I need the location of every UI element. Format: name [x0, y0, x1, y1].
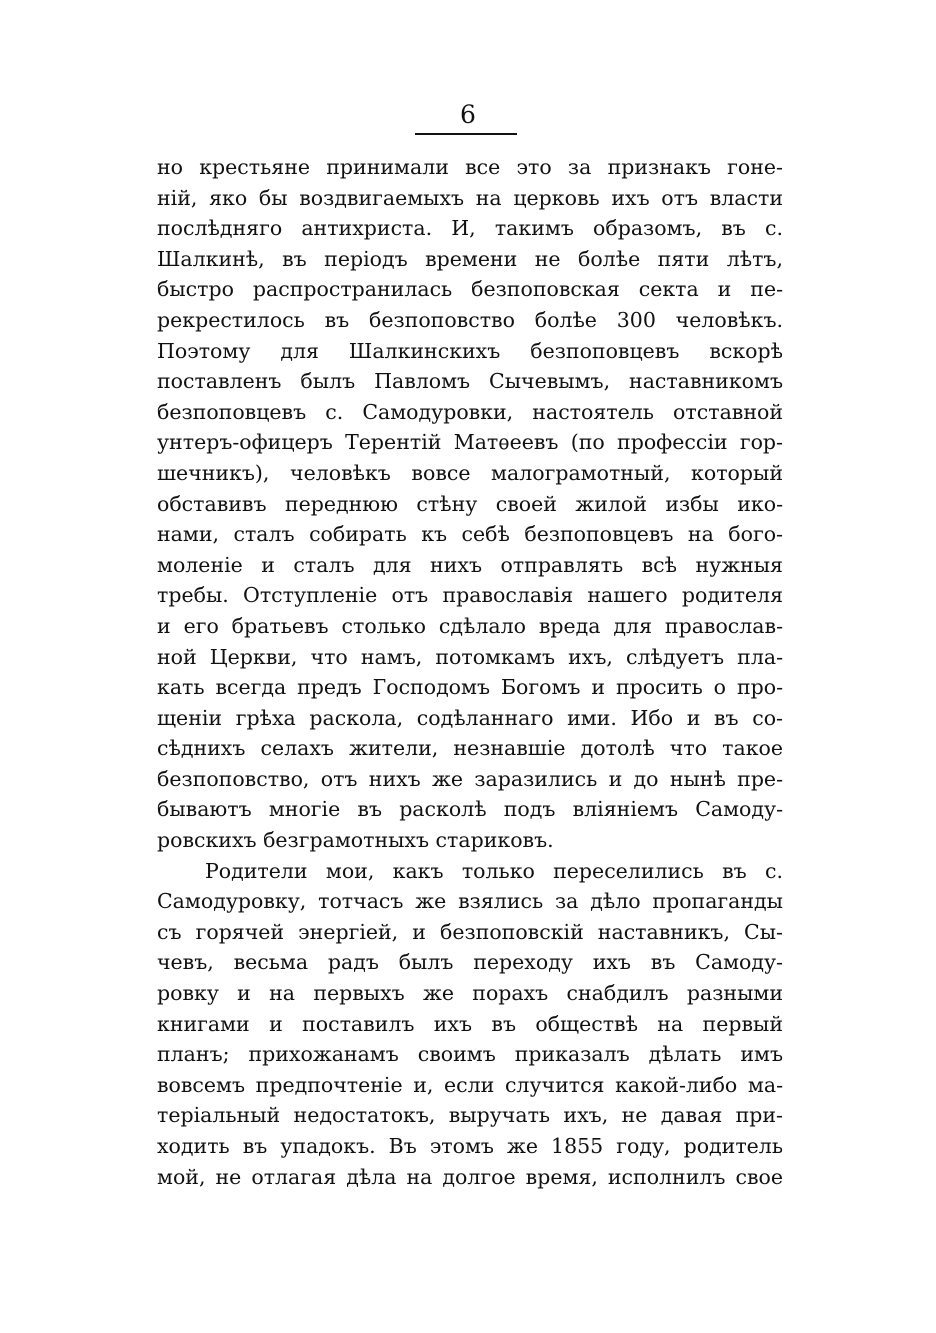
text-line: Шалкинѣ, въ періодъ времени не болѣе пяти лѣтъ,: [157, 246, 783, 271]
text-line: чевъ, весьма радъ былъ переходу ихъ въ Самоду-: [157, 950, 783, 975]
text-line: ній, яко бы воздвигаемыхъ на церковь ихъ отъ власти: [157, 185, 783, 210]
paragraph-1: [157, 152, 783, 856]
text-line: безпоповство, отъ нихъ же заразились и до нынѣ пре-: [157, 766, 783, 791]
body-text: [157, 152, 783, 1192]
text-line: ровскихъ безграмотныхъ стариковъ.: [157, 828, 554, 853]
text-line: Самодуровку, тотчасъ же взялись за дѣло пропаганды: [157, 889, 783, 914]
text-line: поставленъ былъ Павломъ Сычевымъ, наставникомъ: [157, 369, 783, 394]
text-line: ной Церкви, что намъ, потомкамъ ихъ, слѣдуетъ пла-: [157, 644, 783, 669]
text-line: сѣднихъ селахъ жители, незнавшіе дотолѣ что такое: [157, 736, 783, 761]
header-rule: [415, 133, 517, 135]
text-line: книгами и поставилъ ихъ въ обществѣ на первый: [157, 1011, 783, 1036]
text-line: безпоповцевъ с. Самодуровки, настоятель отставной: [157, 399, 783, 424]
text-line: Поэтому для Шалкинскихъ безпоповцевъ вскорѣ: [157, 338, 783, 363]
text-line: быстро распространилась безпоповская секта и пе-: [157, 277, 783, 302]
text-line: щеніи грѣха раскола, содѣланнаго ими. Ибо и въ со-: [157, 705, 783, 730]
text-line: планъ; прихожанамъ своимъ приказалъ дѣлать имъ: [157, 1042, 783, 1067]
text-line: требы. Отступленіе отъ православія нашего родителя: [157, 583, 783, 608]
text-line: шечникъ), человѣкъ вовсе малограмотный, который: [157, 460, 783, 485]
text-line: и его братьевъ столько сдѣлало вреда для православ-: [157, 613, 783, 638]
text-line: кать всегда предъ Господомъ Богомъ и просить о про-: [157, 675, 783, 700]
text-line: ходить въ упадокъ. Въ этомъ же 1855 году, родитель: [157, 1134, 783, 1158]
text-line: ровку и на первыхъ же порахъ снабдилъ разными: [157, 981, 783, 1006]
text-line: съ горячей энергіей, и безпоповскій наставникъ, Сы-: [157, 919, 783, 944]
text-line: унтеръ-офицеръ Терентій Матѳеевъ (по профессіи гор-: [157, 430, 783, 455]
text-line: обставивъ переднюю стѣну своей жилой избы ико-: [157, 491, 783, 516]
page-number: 6: [460, 100, 476, 129]
text-line: Родители мои, какъ только переселились въ с.: [205, 858, 783, 883]
text-line: бываютъ многіе въ расколѣ подъ вліяніемъ Самоду-: [157, 797, 783, 822]
text-line: моленіе и сталъ для нихъ отправлять всѣ нужныя: [157, 552, 783, 577]
text-line: теріальный недостатокъ, выручать ихъ, не давая при-: [157, 1103, 783, 1128]
paragraph-2: [157, 856, 783, 1193]
text-line: послѣдняго антихриста. И, такимъ образомъ, въ с.: [157, 216, 783, 241]
text-line: но крестьяне принимали все это за признакъ гоне-: [157, 155, 783, 179]
text-line: вовсемъ предпочтеніе и, если случится какой-либо ма-: [157, 1072, 783, 1097]
text-line: рекрестилось въ безпоповство болѣе 300 человѣкъ.: [157, 307, 783, 332]
text-line: нами, сталъ собирать къ себѣ безпоповцевъ на бого-: [157, 522, 783, 547]
text-line: мой, не отлагая дѣла на долгое время, исполнилъ свое: [157, 1164, 783, 1189]
